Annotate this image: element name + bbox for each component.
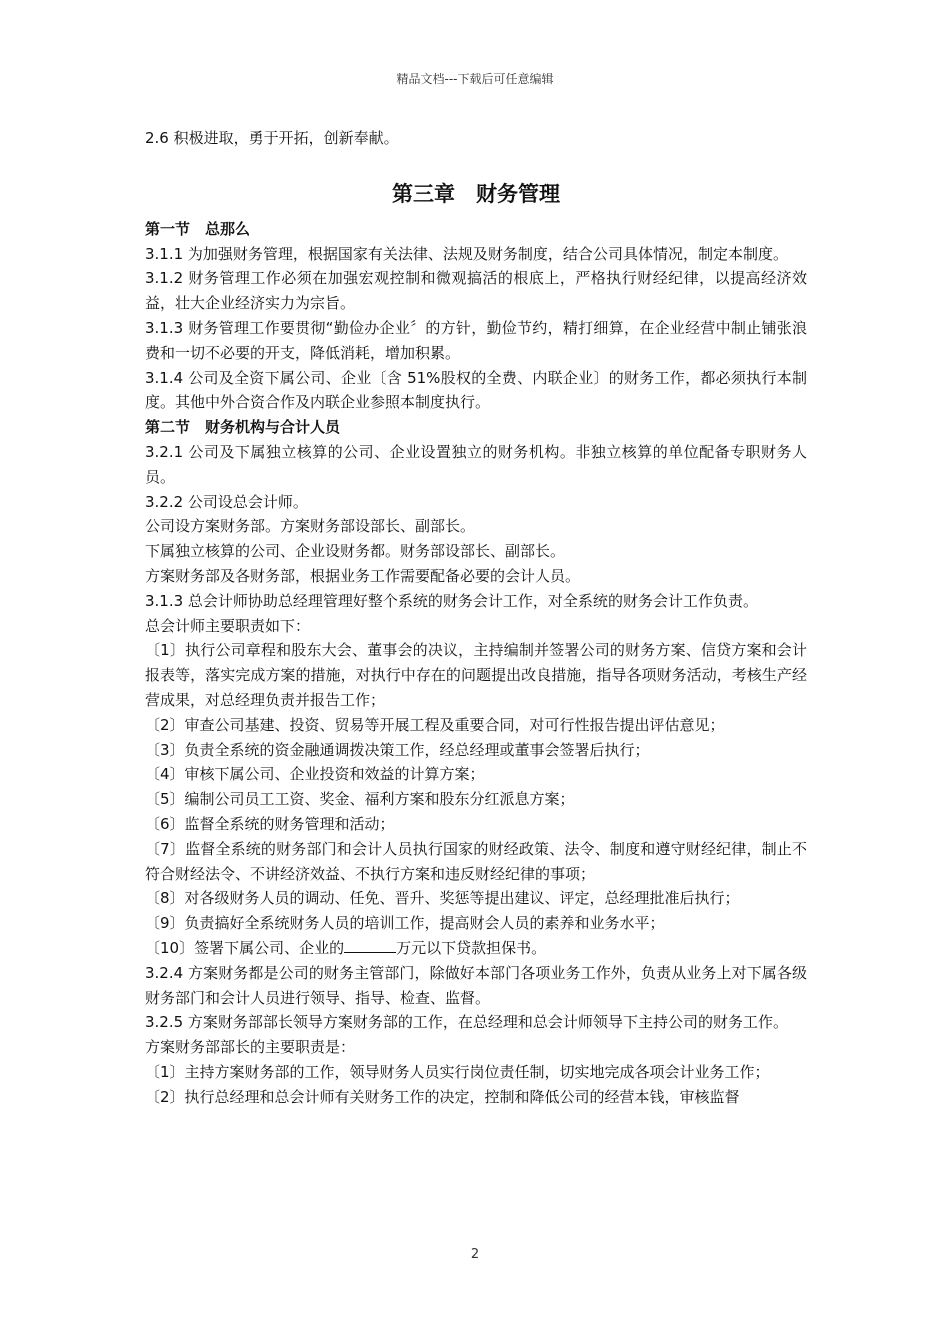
section-title-1: 第一节 总那么 bbox=[145, 219, 251, 238]
list-item: 〔3〕负责全系统的资金融通调拨决策工作，经总经理或董事会签署后执行； bbox=[145, 740, 650, 759]
list-item: 〔7〕监督全系统的财务部门和会计人员执行国家的财经政策、法令、制度和遵守财经纪律，制止不符合财经法令、不讲经济效益、不执行方案和违反财经纪律的事项； bbox=[145, 839, 807, 883]
list-item: 〔9〕负责搞好全系统财务人员的培训工作，提高财会人员的素养和业务水平； bbox=[145, 914, 665, 933]
document-body bbox=[145, 126, 807, 1109]
list-item-10 bbox=[145, 936, 807, 961]
paragraph: 3.1.1 为加强财务管理，根据国家有关法律、法规及财务制度，结合公司具体情况，制定本制度。 bbox=[145, 244, 788, 263]
paragraph: 下属独立核算的公司、企业设财务都。财务部设部长、副部长。 bbox=[145, 542, 566, 561]
paragraph: 3.1.4 公司及全资下属公司、企业〔含 51%股权的全费、内联企业〕的财务工作，都必须执行本制度。其他中外合资合作及内联企业参照本制度执行。 bbox=[145, 368, 807, 412]
paragraph: 总会计师主要职责如下： bbox=[145, 616, 311, 635]
paragraph: 公司设方案财务部。方案财务部设部长、副部长。 bbox=[145, 517, 476, 536]
paragraph: 3.2.5 方案财务部部长领导方案财务部的工作，在总经理和总会计师领导下主持公司的财务工作。 bbox=[145, 1013, 788, 1032]
page-number: 2 bbox=[470, 1247, 480, 1262]
fill-in-blank bbox=[344, 938, 396, 953]
paragraph: 3.1.3 财务管理工作要贯彻“勤俭办企业〞的方针，勤俭节约，精打细算，在企业经营中制止铺张浪费和一切不必要的开支，降低消耗，增加积累。 bbox=[145, 318, 807, 362]
list-item: 〔1〕执行公司章程和股东大会、董事会的决议，主持编制并签署公司的财务方案、信贷方案和会计报表等，落实完成方案的措施，对执行中存在的问题提出改良措施，指导各项财务活动，考核生产经营成果，对总经理负责并报告工作； bbox=[145, 641, 807, 709]
paragraph: 3.1.2 财务管理工作必须在加强宏观控制和微观搞活的根底上，严格执行财经纪律，以提高经济效益，壮大企业经济实力为宗旨。 bbox=[145, 269, 807, 313]
list-item: 〔8〕对各级财务人员的调动、任免、晋升、奖惩等提出建议、评定，总经理批准后执行； bbox=[145, 889, 740, 908]
list-item: 〔2〕审查公司基建、投资、贸易等开展工程及重要合同，对可行性报告提出评估意见； bbox=[145, 715, 725, 734]
intro-line: 2.6 积极进取，勇于开拓，创新奉献。 bbox=[145, 129, 399, 147]
list-item: 〔5〕编制公司员工工资、奖金、福利方案和股东分红派息方案； bbox=[145, 790, 575, 809]
paragraph: 方案财务部部长的主要职责是： bbox=[145, 1038, 356, 1057]
paragraph: 3.1.3 总会计师协助总经理管理好整个系统的财务会计工作，对全系统的财务会计工作负责。 bbox=[145, 591, 758, 610]
list-item: 〔4〕审核下属公司、企业投资和效益的计算方案； bbox=[145, 765, 485, 784]
paragraph: 3.2.2 公司设总会计师。 bbox=[145, 492, 308, 511]
paragraph: 3.2.1 公司及下属独立核算的公司、企业设置独立的财务机构。非独立核算的单位配备专职财务人员。 bbox=[145, 442, 807, 486]
list-item: 〔2〕执行总经理和总会计师有关财务工作的决定，控制和降低公司的经营本钱，审核监督 bbox=[145, 1087, 740, 1106]
spacer bbox=[145, 151, 807, 179]
list-item-10-after: 万元以下贷款担保书。 bbox=[396, 938, 547, 957]
page-header: 精品文档---下载后可任意编辑 bbox=[396, 72, 554, 86]
list-item: 〔1〕主持方案财务部的工作，领导财务人员实行岗位责任制，切实地完成各项会计业务工作； bbox=[145, 1062, 770, 1081]
paragraph: 方案财务部及各财务部，根据业务工作需要配备必要的会计人员。 bbox=[145, 566, 581, 585]
chapter-title: 第三章 财务管理 bbox=[392, 180, 560, 206]
list-item-10-before: 〔10〕签署下属公司、企业的 bbox=[145, 938, 345, 957]
paragraph: 3.2.4 方案财务都是公司的财务主管部门，除做好本部门各项业务工作外，负责从业务上对下属各级财务部门和会计人员进行领导、指导、检查、监督。 bbox=[145, 963, 807, 1007]
list-item: 〔6〕监督全系统的财务管理和活动； bbox=[145, 814, 395, 833]
section-title-2: 第二节 财务机构与合计人员 bbox=[145, 418, 341, 437]
